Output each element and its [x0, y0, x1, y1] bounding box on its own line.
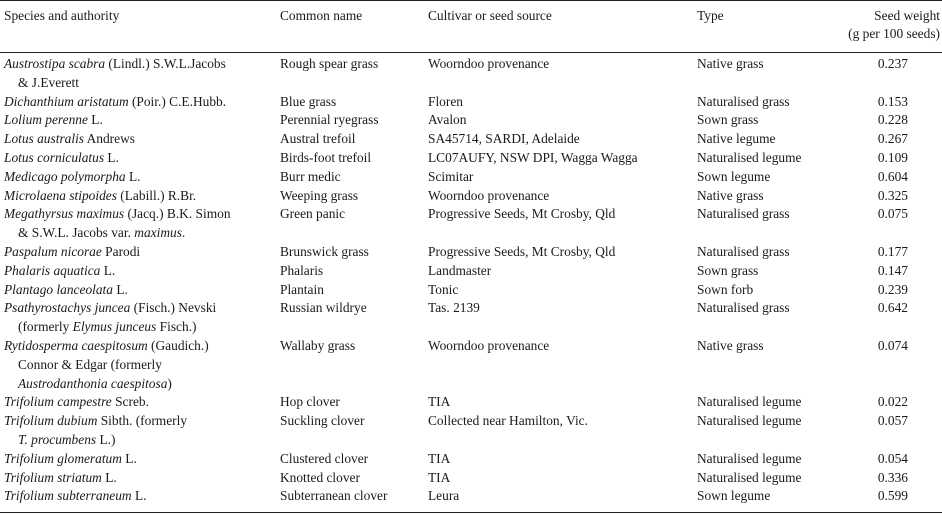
table-row [0, 412, 942, 450]
species-name: Lotus corniculatus [4, 149, 105, 165]
species-name: Trifolium striatum [4, 469, 102, 485]
seed-weight-cell: 0.147 [877, 262, 908, 278]
species-cell [0, 450, 276, 469]
header-common-name: Common name [280, 8, 363, 23]
seed-weight-cell: 0.325 [877, 187, 908, 203]
table-row [0, 281, 942, 300]
species-authority: (Lindl.) S.W.L.Jacobs [105, 56, 226, 71]
seed-source-cell: Avalon [428, 112, 467, 128]
seed-source-cell: Progressive Seeds, Mt Crosby, Qld [428, 206, 616, 222]
table-row [0, 168, 942, 187]
authority-italic: T. procumbens [18, 431, 97, 447]
species-authority: L. [121, 450, 137, 466]
species-name: Lolium perenne [4, 112, 88, 128]
header-type: Type [697, 8, 724, 23]
type-cell: Naturalised legume [697, 413, 802, 429]
table-row [0, 337, 942, 393]
seed-source-cell: SA45714, SARDI, Adelaide [428, 131, 580, 147]
seed-weight-cell: 0.057 [877, 413, 908, 429]
species-authority: L. [125, 168, 141, 184]
seed-weight-cell: 0.599 [877, 488, 908, 504]
species-cell [0, 469, 276, 488]
seed-source-cell: Progressive Seeds, Mt Crosby, Qld [428, 243, 616, 259]
seed-weight-cell: 0.336 [877, 469, 908, 485]
species-name: Lotus australis [4, 131, 84, 147]
species-cell [0, 243, 276, 262]
species-cell [0, 205, 276, 243]
type-cell: Native grass [697, 187, 764, 203]
seed-source-cell: Floren [428, 93, 463, 109]
species-name: Medicago polymorpha [4, 168, 126, 184]
type-cell: Naturalised legume [697, 149, 802, 165]
type-cell: Naturalised legume [697, 450, 802, 466]
seed-weight-cell: 0.074 [877, 337, 908, 353]
type-cell: Naturalised grass [697, 300, 790, 316]
species-cell [0, 93, 276, 112]
table-row [0, 187, 942, 206]
common-name-cell: Subterranean clover [280, 488, 388, 504]
species-authority-cont [4, 318, 276, 337]
seed-source-cell: TIA [428, 394, 451, 410]
common-name-cell: Rough spear grass [280, 56, 379, 71]
species-cell [0, 299, 276, 337]
species-authority: (Jacq.) B.K. Simon [124, 206, 231, 222]
table-row [0, 205, 942, 243]
species-name: Trifolium subterraneum [4, 488, 132, 504]
common-name-cell: Phalaris [280, 262, 324, 278]
species-authority-cont [4, 431, 276, 450]
species-name: Trifolium glomeratum [4, 450, 122, 466]
table-row [0, 487, 942, 506]
seed-weight-cell: 0.054 [877, 450, 908, 466]
table-body [0, 52, 942, 506]
seed-source-cell: Collected near Hamilton, Vic. [428, 413, 588, 429]
species-authority: (Gaudich.) [147, 337, 209, 353]
common-name-cell: Knotted clover [280, 469, 360, 485]
species-cell [0, 281, 276, 300]
seed-weight-cell: 0.642 [877, 300, 908, 316]
seed-weight-cell: 0.604 [877, 168, 908, 184]
authority-text: ) [167, 375, 172, 391]
species-authority: (Fisch.) Nevski [130, 300, 217, 316]
species-name: Trifolium campestre [4, 394, 112, 410]
species-cell [0, 393, 276, 412]
species-cell [0, 412, 276, 450]
header-seed-weight [836, 0, 942, 52]
type-cell: Sown grass [697, 112, 759, 128]
seed-source-cell: Leura [428, 488, 460, 504]
species-authority: L. [131, 488, 147, 504]
species-name: Megathyrsus maximus [4, 206, 125, 222]
common-name-cell: Brunswick grass [280, 243, 369, 259]
species-name: Trifolium dubium [4, 413, 98, 429]
species-name: Microlaena stipoides [4, 187, 117, 203]
species-name: Paspalum nicorae [4, 243, 102, 259]
common-name-cell: Weeping grass [280, 187, 359, 203]
table-row [0, 450, 942, 469]
authority-text: & S.W.L. Jacobs var. [18, 225, 135, 241]
species-authority: L. [87, 112, 103, 128]
seed-source-cell: LC07AUFY, NSW DPI, Wagga Wagga [428, 149, 638, 165]
table-row [0, 130, 942, 149]
species-authority: Screb. [111, 394, 149, 410]
species-cell [0, 187, 276, 206]
authority-text: Connor & Edgar (formerly [18, 356, 162, 372]
common-name-cell: Wallaby grass [280, 337, 356, 353]
authority-text: L.) [96, 431, 116, 447]
species-authority: (Labill.) R.Br. [116, 187, 197, 203]
table-row [0, 52, 942, 93]
species-cell [0, 337, 276, 393]
common-name-cell: Burr medic [280, 168, 341, 184]
common-name-cell: Perennial ryegrass [280, 112, 379, 128]
seed-weight-cell: 0.228 [877, 112, 908, 128]
authority-italic: maximus [134, 225, 182, 241]
header-seed-source: Cultivar or seed source [428, 8, 552, 23]
species-authority: L. [112, 281, 128, 297]
species-cell [0, 168, 276, 187]
species-authority-cont [4, 356, 276, 375]
species-name: Psathyrostachys juncea [4, 300, 131, 316]
seed-source-cell: Scimitar [428, 168, 474, 184]
authority-text: . [181, 225, 186, 241]
common-name-cell: Green panic [280, 206, 346, 222]
common-name-cell: Blue grass [280, 93, 337, 109]
species-cell [0, 52, 276, 93]
table-row [0, 149, 942, 168]
seed-source-cell: Landmaster [428, 262, 492, 278]
species-authority-cont [4, 375, 276, 394]
authority-text: (formerly [18, 319, 73, 335]
species-authority: Parodi [101, 243, 141, 259]
type-cell: Native grass [697, 56, 764, 71]
authority-text: Fisch.) [156, 319, 197, 335]
seed-source-cell: Woorndoo provenance [428, 56, 550, 71]
common-name-cell: Suckling clover [280, 413, 365, 429]
seed-source-cell: TIA [428, 469, 451, 485]
species-cell [0, 111, 276, 130]
type-cell: Sown legume [697, 168, 771, 184]
type-cell: Native grass [697, 337, 764, 353]
type-cell: Sown grass [697, 262, 759, 278]
species-authority: L. [101, 469, 117, 485]
species-cell [0, 487, 276, 506]
seed-weight-cell: 0.153 [877, 93, 908, 109]
authority-italic: Austrodanthonia caespitosa [18, 375, 168, 391]
table-header [0, 0, 942, 52]
common-name-cell: Hop clover [280, 394, 340, 410]
type-cell: Sown legume [697, 488, 771, 504]
seed-weight-cell: 0.267 [877, 131, 908, 147]
table-row [0, 393, 942, 412]
species-name: Rytidosperma caespitosum [4, 337, 148, 353]
seed-weight-cell: 0.075 [877, 206, 908, 222]
species-authority: L. [104, 149, 119, 165]
seed-weight-cell: 0.022 [877, 394, 908, 410]
table-row [0, 299, 942, 337]
type-cell: Naturalised legume [697, 469, 802, 485]
species-authority-cont [4, 224, 276, 243]
type-cell: Naturalised grass [697, 93, 790, 109]
header-seed-weight-line1: Seed weight [874, 8, 940, 23]
species-authority-cont [4, 74, 276, 93]
species-authority: Sibth. (formerly [97, 413, 188, 429]
type-cell: Sown forb [697, 281, 754, 297]
common-name-cell: Russian wildrye [280, 300, 367, 316]
authority-italic: Elymus junceus [72, 319, 157, 335]
seed-weight-cell: 0.239 [877, 281, 908, 297]
table-row [0, 111, 942, 130]
species-cell [0, 149, 276, 168]
species-authority: (Poir.) C.E.Hubb. [128, 93, 227, 109]
type-cell: Native legume [697, 131, 776, 147]
common-name-cell: Birds-foot trefoil [280, 149, 372, 165]
table-row [0, 243, 942, 262]
header-seed-weight-line2: (g per 100 seeds) [848, 25, 940, 41]
table-row [0, 469, 942, 488]
type-cell: Naturalised grass [697, 243, 790, 259]
species-authority: Andrews [84, 131, 135, 147]
header-species: Species and authority [4, 8, 120, 23]
seed-source-cell: Woorndoo provenance [428, 187, 550, 203]
species-cell [0, 262, 276, 281]
common-name-cell: Clustered clover [280, 450, 369, 466]
species-name: Plantago lanceolata [4, 281, 113, 297]
species-name: Austrostipa scabra [4, 56, 106, 71]
seed-weight-cell: 0.109 [877, 149, 908, 165]
bottom-rule [0, 512, 942, 513]
table-row [0, 262, 942, 281]
seed-weight-cell: 0.237 [877, 56, 908, 71]
seed-source-cell: Woorndoo provenance [428, 337, 550, 353]
seed-source-cell: Tas. 2139 [428, 300, 480, 316]
species-authority: L. [100, 262, 116, 278]
seed-source-cell: TIA [428, 450, 451, 466]
type-cell: Naturalised grass [697, 206, 790, 222]
table-row [0, 93, 942, 112]
common-name-cell: Plantain [280, 281, 324, 297]
seed-weight-cell: 0.177 [877, 243, 908, 259]
type-cell: Naturalised legume [697, 394, 802, 410]
common-name-cell: Austral trefoil [280, 131, 356, 147]
seed-source-cell: Tonic [428, 281, 459, 297]
species-name: Dichanthium aristatum [4, 93, 129, 109]
authority-text: & J.Everett [18, 74, 79, 90]
species-name: Phalaris aquatica [4, 262, 101, 278]
species-cell [0, 130, 276, 149]
